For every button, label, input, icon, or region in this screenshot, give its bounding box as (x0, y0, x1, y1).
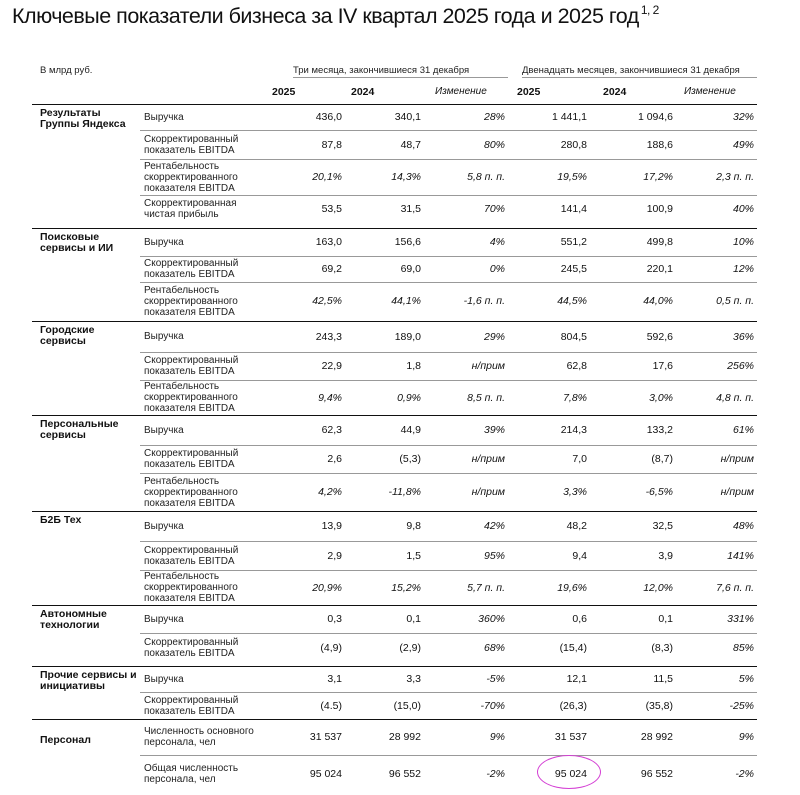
cell-value: 245,5 (560, 263, 587, 275)
cell-value: (4.5) (320, 700, 342, 712)
table-row (0, 445, 800, 473)
cell-value: -11,8% (388, 486, 421, 498)
cell-value: 1 441,1 (551, 111, 587, 123)
cell-value: 100,9 (646, 203, 673, 215)
cell-value: 62,8 (566, 360, 587, 372)
cell-value: 12% (732, 263, 754, 275)
cell-value: 551,2 (560, 236, 587, 248)
table-row (0, 719, 800, 755)
cell-value: 69,0 (400, 263, 421, 275)
segment-name: Б2Б Тех (40, 514, 82, 526)
row-label: Скорректированный показатель EBITDA (144, 258, 239, 280)
segment-name: Автономные технологии (40, 608, 107, 631)
cell-value: 214,3 (560, 424, 587, 436)
cell-value: 36% (732, 331, 754, 343)
cell-value: 5% (738, 673, 754, 685)
cell-value: н/прим (720, 453, 754, 465)
row-label: Выручка (144, 237, 184, 248)
cell-value: (15,0) (393, 700, 421, 712)
cell-value: 48,7 (400, 139, 421, 151)
table-row (0, 666, 800, 692)
cell-value: 44,1% (391, 295, 421, 307)
cell-value: (35,8) (645, 700, 673, 712)
table-row (0, 633, 800, 663)
cell-value: 14,3% (391, 171, 421, 183)
cell-value: 188,6 (646, 139, 673, 151)
row-label: Скорректированный показатель EBITDA (144, 637, 239, 659)
row-label: Выручка (144, 521, 184, 532)
cell-value: 87,8 (321, 139, 342, 151)
cell-value: 3,1 (327, 673, 342, 685)
table-row (0, 321, 800, 352)
cell-value: 4,8 п. п. (716, 392, 754, 404)
row-label: Выручка (144, 331, 184, 342)
cell-value: 44,5% (557, 295, 587, 307)
row-label: Выручка (144, 614, 184, 625)
row-label: Рентабельность скорректированного показателя EBITDA (144, 161, 238, 194)
cell-value: -1,6 п. п. (463, 295, 505, 307)
cell-value: 2,3 п. п. (716, 171, 754, 183)
cell-value: 7,0 (572, 453, 587, 465)
col-header-y-change: Изменение (684, 86, 736, 97)
cell-value: 17,2% (643, 171, 673, 183)
cell-value: 360% (478, 613, 505, 625)
cell-value: 9,4 (572, 550, 587, 562)
cell-value: 96 552 (388, 768, 421, 780)
cell-value: 3,3 (406, 673, 421, 685)
table-row (0, 605, 800, 633)
cell-value: 4,2% (318, 486, 342, 498)
cell-value: -2% (735, 768, 754, 780)
cell-value: 1 094,6 (637, 111, 673, 123)
table-row (0, 511, 800, 541)
cell-value: (15,4) (559, 642, 587, 654)
row-label: Выручка (144, 425, 184, 436)
cell-value: 804,5 (560, 331, 587, 343)
period-quarter: Три месяца, закончившиеся 31 декабря (293, 65, 470, 76)
cell-value: 7,6 п. п. (716, 582, 754, 594)
table-row (0, 256, 800, 282)
cell-value: 31 537 (554, 731, 587, 743)
cell-value: (8,3) (651, 642, 673, 654)
cell-value: 163,0 (315, 236, 342, 248)
cell-value: 9% (738, 731, 754, 743)
row-label: Рентабельность скорректированного показателя EBITDA (144, 571, 238, 604)
cell-value: н/прим (471, 453, 505, 465)
cell-value: 1,8 (406, 360, 421, 372)
period-year: Двенадцать месяцев, закончившиеся 31 декабря (522, 65, 740, 76)
cell-value: 22,9 (321, 360, 342, 372)
cell-value: 20,9% (312, 582, 342, 594)
cell-value: 39% (483, 424, 505, 436)
cell-value: 53,5 (321, 203, 342, 215)
column-header-row (0, 78, 800, 104)
cell-value: 48,2 (566, 520, 587, 532)
table-row (0, 415, 800, 445)
col-header-q2024: 2024 (351, 86, 375, 98)
cell-value: 96 552 (640, 768, 673, 780)
cell-value: н/прим (720, 486, 754, 498)
row-label: Рентабельность скорректированного показателя EBITDA (144, 285, 238, 318)
cell-value: 133,2 (646, 424, 673, 436)
cell-value: -5% (486, 673, 505, 685)
row-label: Скорректированный показатель EBITDA (144, 545, 239, 567)
row-label: Рентабельность скорректированного показателя EBITDA (144, 381, 238, 414)
cell-value: 9,4% (318, 392, 342, 404)
cell-value: н/прим (471, 360, 505, 372)
segment-name: Персонал (40, 734, 91, 746)
cell-value: 49% (732, 139, 754, 151)
cell-value: 10% (732, 236, 754, 248)
cell-value: 44,9 (400, 424, 421, 436)
cell-value: 12,0% (643, 582, 673, 594)
cell-value: н/прим (471, 486, 505, 498)
cell-value: 69,2 (321, 263, 342, 275)
cell-value: 32% (732, 111, 754, 123)
cell-value: 0,9% (397, 392, 421, 404)
row-label: Скорректированный показатель EBITDA (144, 134, 239, 156)
cell-value: 31,5 (400, 203, 421, 215)
row-label: Скорректированный показатель EBITDA (144, 448, 239, 470)
cell-value: 9% (489, 731, 505, 743)
table-row (0, 473, 800, 511)
cell-value: 9,8 (406, 520, 421, 532)
cell-value: 256% (727, 360, 754, 372)
row-label: Выручка (144, 674, 184, 685)
cell-value: 48% (732, 520, 754, 532)
cell-value: -2% (486, 768, 505, 780)
cell-value: 4% (489, 236, 505, 248)
cell-value: (5,3) (399, 453, 421, 465)
cell-value: 280,8 (560, 139, 587, 151)
cell-value: 85% (732, 642, 754, 654)
table-row (0, 692, 800, 719)
cell-value: 5,7 п. п. (467, 582, 505, 594)
cell-value: 15,2% (391, 582, 421, 594)
cell-value: 0,1 (658, 613, 673, 625)
cell-value: 3,0% (649, 392, 673, 404)
cell-value: (8,7) (651, 453, 673, 465)
segment-name: Городские сервисы (40, 324, 95, 347)
row-label: Общая численность персонала, чел (144, 763, 239, 785)
cell-value: 2,9 (327, 550, 342, 562)
cell-value: 68% (483, 642, 505, 654)
unit-label: В млрд руб. (40, 65, 93, 76)
table-row (0, 380, 800, 415)
table-row (0, 755, 800, 793)
col-header-y2025: 2025 (517, 86, 541, 98)
cell-value: 0,5 п. п. (716, 295, 754, 307)
segment-name: Прочие сервисы и инициативы (40, 669, 137, 692)
cell-value: 31 537 (309, 731, 342, 743)
col-header-q2025: 2025 (272, 86, 296, 98)
table-row (0, 282, 800, 320)
cell-value: 80% (483, 139, 505, 151)
cell-value: 44,0% (643, 295, 673, 307)
title-footnote: 1, 2 (640, 3, 659, 17)
cell-value: 189,0 (394, 331, 421, 343)
col-header-y2024: 2024 (603, 86, 627, 98)
row-label: Рентабельность скорректированного показателя EBITDA (144, 476, 238, 509)
cell-value: 331% (727, 613, 754, 625)
cell-value: 243,3 (315, 331, 342, 343)
cell-value: 95 024 (309, 768, 342, 780)
cell-value: 0,3 (327, 613, 342, 625)
cell-value: 42,5% (312, 295, 342, 307)
segment-name: Результаты Группы Яндекса (40, 107, 126, 130)
row-label: Численность основного персонала, чел (144, 726, 254, 748)
cell-value: (4,9) (320, 642, 342, 654)
cell-value: 436,0 (315, 111, 342, 123)
cell-value: 499,8 (646, 236, 673, 248)
segment-name: Поисковые сервисы и ИИ (40, 231, 114, 254)
cell-value: 95 024 (554, 768, 587, 780)
cell-value: 592,6 (646, 331, 673, 343)
cell-value: 42% (483, 520, 505, 532)
cell-value: -70% (480, 700, 505, 712)
cell-value: 8,5 п. п. (467, 392, 505, 404)
table-row (0, 159, 800, 195)
cell-value: 1,5 (406, 550, 421, 562)
col-header-q-change: Изменение (435, 86, 487, 97)
table-row (0, 228, 800, 256)
row-label: Скорректированный показатель EBITDA (144, 355, 239, 377)
cell-value: 141% (727, 550, 754, 562)
cell-value: 70% (483, 203, 505, 215)
cell-value: 3,3% (563, 486, 587, 498)
cell-value: 20,1% (312, 171, 342, 183)
cell-value: 17,6 (652, 360, 673, 372)
cell-value: 28 992 (640, 731, 673, 743)
table-row (0, 104, 800, 130)
cell-value: 12,1 (566, 673, 587, 685)
table-row (0, 130, 800, 159)
cell-value: (2,9) (399, 642, 421, 654)
table-row (0, 570, 800, 605)
cell-value: -6,5% (645, 486, 673, 498)
page-title: Ключевые показатели бизнеса за IV квартал 2025 года и 2025 год $^{1, 2}$ (12, 3, 659, 28)
cell-value: 340,1 (394, 111, 421, 123)
row-label: Скорректированный показатель EBITDA (144, 695, 239, 717)
cell-value: 220,1 (646, 263, 673, 275)
cell-value: (26,3) (559, 700, 587, 712)
cell-value: 11,5 (653, 673, 673, 685)
cell-value: 13,9 (321, 520, 342, 532)
cell-value: 61% (732, 424, 754, 436)
row-label: Скорректированная чистая прибыль (144, 198, 237, 220)
cell-value: 2,6 (327, 453, 342, 465)
segment-name: Персональные сервисы (40, 418, 119, 441)
cell-value: 28% (483, 111, 505, 123)
cell-value: -25% (729, 700, 754, 712)
cell-value: 19,5% (557, 171, 587, 183)
cell-value: 19,6% (557, 582, 587, 594)
table-row (0, 541, 800, 570)
cell-value: 3,9 (658, 550, 673, 562)
cell-value: 29% (483, 331, 505, 343)
cell-value: 28 992 (388, 731, 421, 743)
cell-value: 62,3 (321, 424, 342, 436)
highlight-circle (537, 755, 601, 789)
cell-value: 0,6 (572, 613, 587, 625)
cell-value: 95% (483, 550, 505, 562)
cell-value: 5,8 п. п. (467, 171, 505, 183)
row-label: Выручка (144, 112, 184, 123)
cell-value: 141,4 (560, 203, 587, 215)
table-row (0, 195, 800, 223)
cell-value: 40% (732, 203, 754, 215)
cell-value: 156,6 (394, 236, 421, 248)
table-row (0, 352, 800, 380)
cell-value: 32,5 (652, 520, 673, 532)
cell-value: 0% (489, 263, 505, 275)
cell-value: 7,8% (563, 392, 587, 404)
cell-value: 0,1 (406, 613, 421, 625)
